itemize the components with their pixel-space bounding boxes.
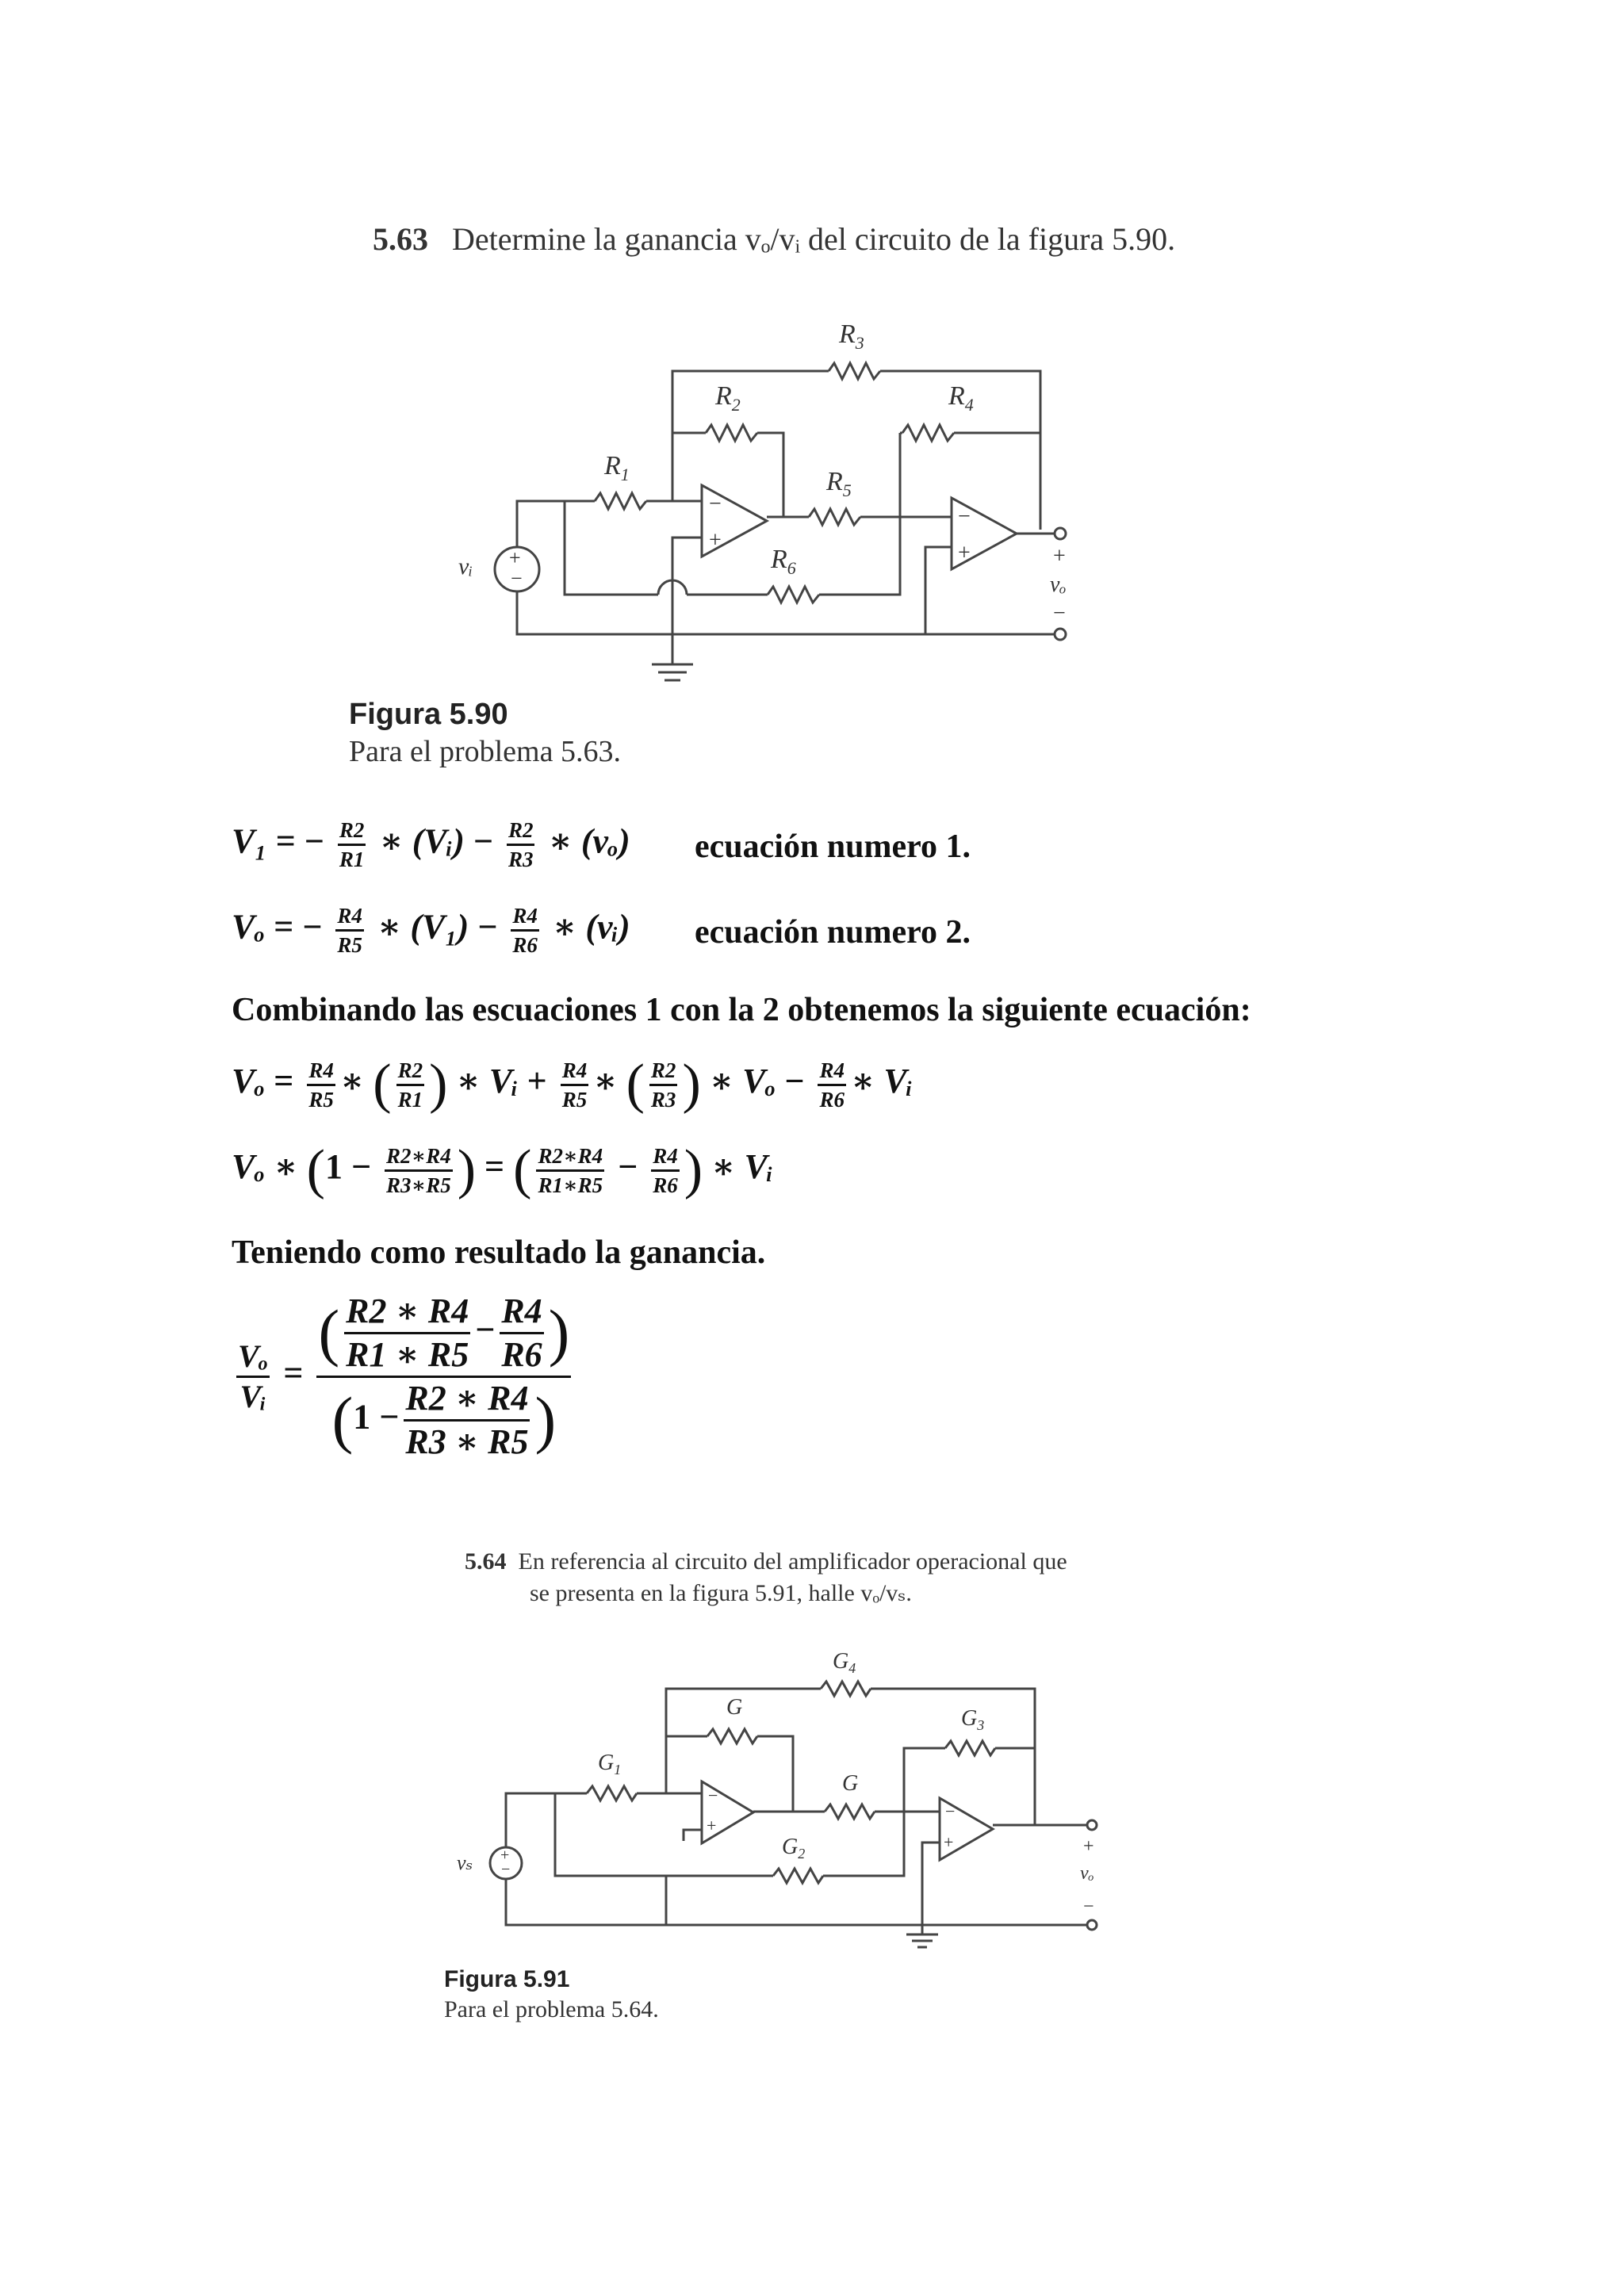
- opamp2-plus-sign: +: [958, 541, 971, 565]
- fraction: $\frac{R4}{R6}$: [653, 1143, 678, 1197]
- label-vo: vₒ: [1050, 572, 1067, 597]
- source-minus-sign: −: [511, 567, 523, 590]
- fraction: ( $\frac{R2 ∗ R4}{R1 ∗ R5}$ − $\frac{R4}{R6}$ ) (1 − $\frac{R2 ∗ R4}{R3 ∗ R5}$ ): [318, 1292, 570, 1461]
- fraction: $\frac{R2}{R1}$: [339, 818, 365, 871]
- circuit-figure-591: [444, 1641, 1126, 1974]
- output-minus-sign: −: [1053, 601, 1066, 626]
- equation-2-tag: ecuación numero 2.: [695, 914, 971, 951]
- label-g2: $G_2$: [782, 1835, 806, 1862]
- fraction: $\frac{R2 ∗ R4}{R3 ∗ R5}$: [405, 1379, 529, 1461]
- figure-590-label: Figura 5.90: [349, 698, 508, 731]
- fraction: $\frac{R2}{R3}$: [508, 818, 534, 871]
- fraction: $\frac{R2∗R4}{R3∗R5}$: [386, 1143, 451, 1197]
- gain-equation: $\frac{\text{Vₒ}}{\text{Vᵢ}}$ = ( $\frac{R2 ∗ R4}{R1 ∗ R5}$ − $\frac{R4}{R6}$ ) (1 − $\frac{R2 ∗ R4}{R3 ∗ R5}$ ): [238, 1292, 570, 1461]
- opamp2-minus-sign: −: [945, 1801, 956, 1821]
- equation-3: Vₒ = $\frac{R4}{R5}$ ∗ ( $\frac{R2}{R1}$ ) ∗ Vᵢ + $\frac{R4}{R5}$ ∗ ( $\frac{R2}{R3}$ ) ∗ Vₒ − $\frac{R4}{R6}$ ∗ Vᵢ: [232, 1054, 914, 1115]
- fraction: $\frac{R4}{R5}$: [308, 1058, 334, 1112]
- opamp1-minus-sign: −: [708, 1785, 718, 1805]
- fraction: $\frac{R2}{R1}$: [397, 1058, 423, 1112]
- fraction: $\frac{R4}{R6}$: [819, 1058, 845, 1112]
- label-vs: vₛ: [457, 1851, 473, 1874]
- equation-4: Vₒ ∗ (1 − $\frac{R2∗R4}{R3∗R5}$ ) = ( $\frac{R2∗R4}{R1∗R5}$ − $\frac{R4}{R6}$ ) ∗ Vᵢ: [232, 1139, 774, 1200]
- circuit-figure-590: [444, 285, 1094, 698]
- label-r6: $R_6$: [771, 545, 796, 578]
- output-plus-sign: +: [1083, 1836, 1094, 1857]
- fraction: $\frac{R2∗R4}{R1∗R5}$: [538, 1143, 603, 1197]
- opamp2-minus-sign: −: [958, 504, 971, 529]
- combine-paragraph: Combinando las escuaciones 1 con la 2 obtenemos la siguiente ecuación:: [232, 992, 1251, 1028]
- label-g3: $G_3$: [961, 1706, 985, 1733]
- equation-1: V₁ = − $\frac{R2}{R1}$ ∗ (Vᵢ) − $\frac{R2}{R3}$ ∗ (vₒ): [232, 818, 630, 871]
- problem-number: 5.64: [465, 1548, 507, 1575]
- label-r4: $R_4$: [948, 381, 974, 415]
- figure-591-caption: Para el problema 5.64.: [444, 1996, 659, 2022]
- equation-1-tag: ecuación numero 1.: [695, 828, 971, 865]
- result-paragraph: Teniendo como resultado la ganancia.: [232, 1234, 766, 1271]
- equation-2: Vₒ = − $\frac{R4}{R5}$ ∗ (V₁) − $\frac{R4}{R6}$ ∗ (vᵢ): [232, 904, 630, 957]
- label-r1: $R_1$: [604, 451, 630, 484]
- opamp1-minus-sign: −: [709, 492, 722, 516]
- opamp2-plus-sign: +: [944, 1832, 954, 1852]
- fraction: $\frac{R2}{R3}$: [650, 1058, 676, 1112]
- source-plus-sign: +: [509, 546, 521, 569]
- opamp1-plus-sign: +: [709, 528, 722, 553]
- fraction: $\frac{R4}{R6}$: [501, 1292, 542, 1374]
- source-plus-sign: +: [500, 1846, 510, 1864]
- label-g4: $G_4$: [833, 1649, 856, 1676]
- fraction: $\frac{R2 ∗ R4}{R1 ∗ R5}$: [346, 1292, 469, 1374]
- problem-563-statement: [373, 220, 1175, 258]
- output-plus-sign: +: [1053, 544, 1066, 568]
- label-r3: $R_3$: [839, 320, 864, 353]
- fraction: $\frac{R4}{R6}$: [512, 904, 538, 957]
- problem-number: 5.63: [373, 221, 428, 257]
- figure-591-label: Figura 5.91: [444, 1966, 570, 1992]
- fraction: $\frac{\text{Vₒ}}{\text{Vᵢ}}$: [238, 1338, 269, 1414]
- figure-590-caption: Para el problema 5.63.: [349, 735, 621, 768]
- problem-text-line2: se presenta en la figura 5.91, halle vₒ/vₛ.: [530, 1580, 912, 1606]
- fraction: $\frac{R4}{R5}$: [337, 904, 362, 957]
- label-g1: $G_1$: [598, 1751, 622, 1777]
- problem-text: Determine la ganancia vₒ/vᵢ del circuito de la figura 5.90.: [452, 221, 1176, 257]
- opamp1-plus-sign: +: [707, 1816, 717, 1835]
- label-vi: vᵢ: [458, 553, 473, 580]
- label-g-mid: G: [842, 1771, 859, 1796]
- problem-564-statement: [465, 1546, 1067, 1609]
- label-vo: vₒ: [1080, 1863, 1094, 1884]
- label-r2: $R_2$: [715, 381, 741, 415]
- label-g-top: G: [726, 1695, 743, 1720]
- source-minus-sign: −: [501, 1861, 511, 1878]
- fraction: $\frac{R4}{R5}$: [561, 1058, 588, 1112]
- problem-text-line1: En referencia al circuito del amplificador operacional que: [518, 1548, 1067, 1575]
- eq1-v1: V₁: [232, 821, 267, 861]
- label-r5: $R_5$: [826, 467, 852, 500]
- output-minus-sign: −: [1083, 1896, 1094, 1917]
